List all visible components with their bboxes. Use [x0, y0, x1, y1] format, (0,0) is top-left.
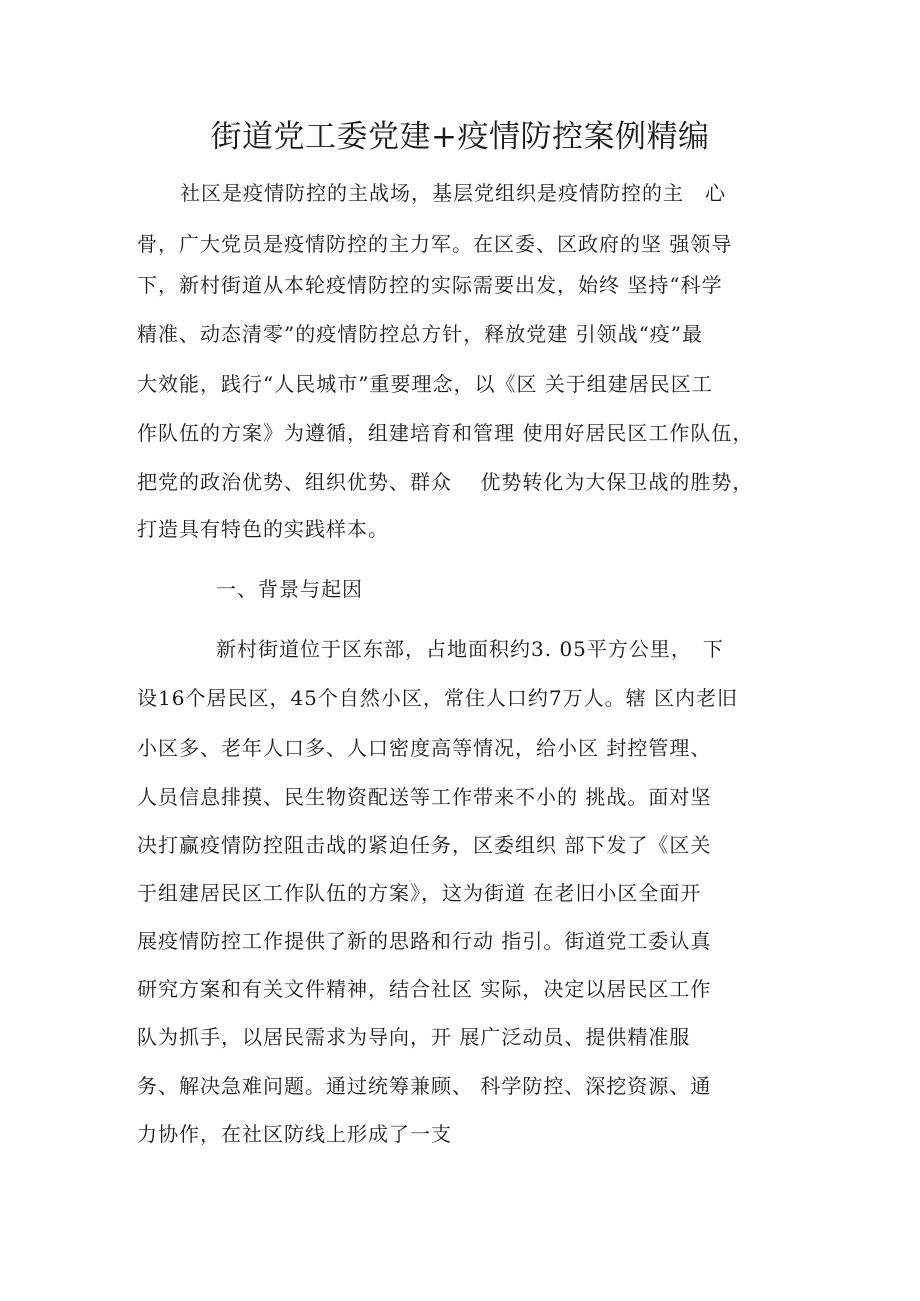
intro-line: 骨，广大党员是疫情防控的主力军。在区委、区政府的坚 强领导 — [137, 232, 733, 256]
body-line: 新村街道位于区东部，占地面积约3. 05平方公里， 下 — [216, 637, 724, 661]
intro-line: 作队伍的方案》为遵循，组建培育和管理 使用好居民区工作队伍， — [137, 421, 754, 445]
body-line: 展疫情防控工作提供了新的思路和行动 指引。街道党工委认真 — [137, 929, 712, 953]
body-line: 务、解决急难问题。通过统筹兼顾、 科学防控、深挖资源、通 — [137, 1074, 712, 1098]
intro-line: 下，新村街道从本轮疫情防控的实际需要出发，始终 坚持“科学 — [137, 273, 723, 297]
section-heading: 一、背景与起因 — [216, 577, 363, 601]
document-title: 街道党工委党建+疫情防控案例精编 — [210, 119, 710, 155]
body-line: 小区多、老年人口多、人口密度高等情况，给小区 封控管理、 — [137, 736, 712, 760]
body-line: 队为抓手，以居民需求为导向，开 展广泛动员、提供精准服 — [137, 1025, 691, 1049]
body-line: 力协作，在社区防线上形成了一支 — [137, 1122, 452, 1146]
intro-line: 社区是疫情防控的主战场，基层党组织是疫情防控的主 心 — [180, 181, 726, 205]
body-line: 设16个居民区，45个自然小区，常住人口约7万人。辖 区内老旧 — [137, 686, 738, 710]
body-line: 决打赢疫情防控阻击战的紧迫任务，区委组织 部下发了《区关 — [137, 833, 712, 857]
intro-line: 打造具有特色的实践样本。 — [137, 517, 389, 541]
intro-line: 精准、动态清零”的疫情防控总方针，释放党建 引领战“疫”最 — [137, 322, 704, 346]
body-line: 于组建居民区工作队伍的方案》，这为街道 在老旧小区全面开 — [137, 881, 702, 905]
body-line: 研究方案和有关文件精神，结合社区 实际，决定以居民区工作 — [137, 977, 712, 1001]
intro-line: 大效能，践行“人民城市”重要理念，以《区 关于组建居民区工 — [137, 372, 713, 396]
intro-line: 把党的政治优势、组织优势、群众 优势转化为大保卫战的胜势， — [137, 470, 754, 494]
body-line: 人员信息排摸、民生物资配送等工作带来不小的 挑战。面对坚 — [137, 785, 712, 809]
